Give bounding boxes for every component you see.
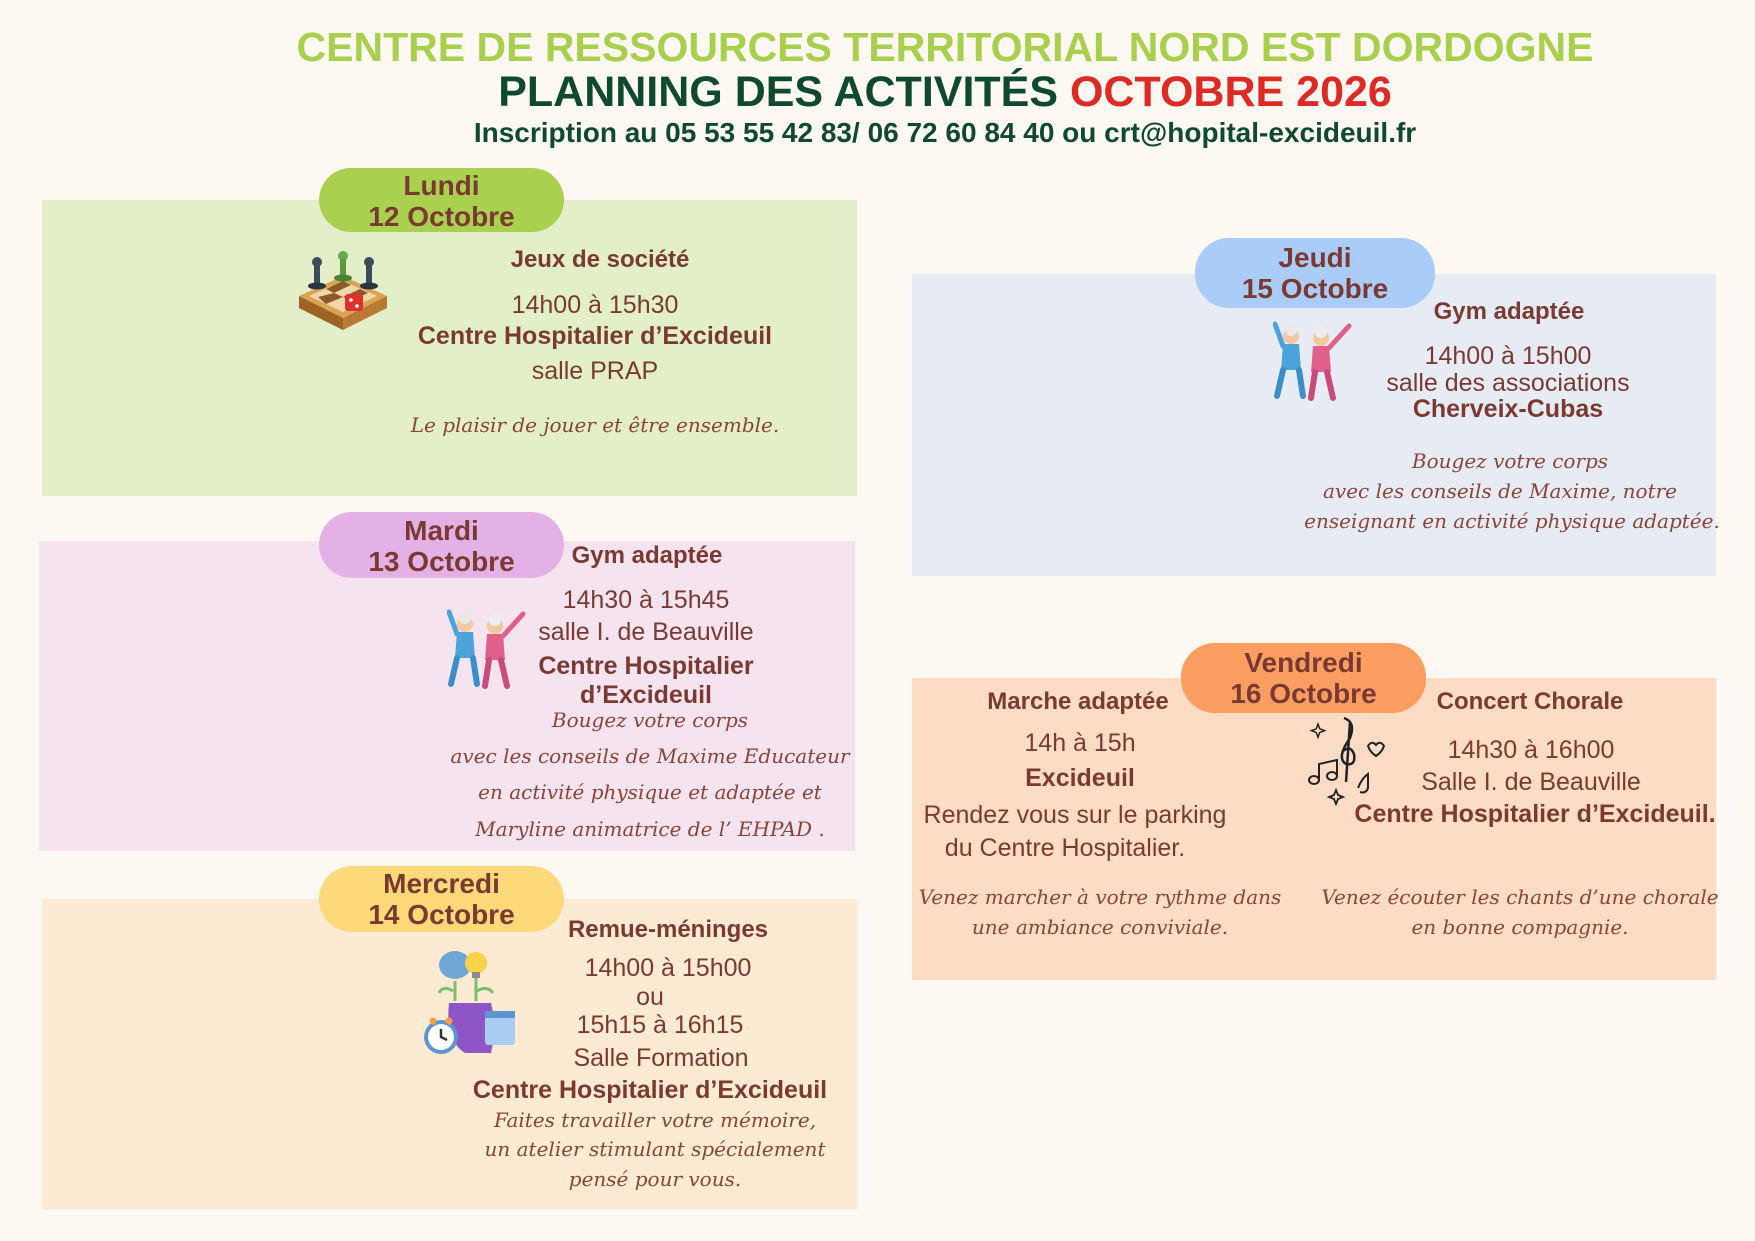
concert-time: 14h30 à 16h00 [1447, 736, 1615, 764]
activity-title: Gym adaptée [1433, 298, 1585, 325]
walk-note-line2: une ambiance conviviale. [971, 915, 1229, 939]
activity-title: Remue-méninges [567, 916, 769, 943]
day-date: 14 Octobre [368, 899, 515, 930]
concert-room: Salle I. de Beauville [1421, 768, 1641, 796]
concert-title: Concert Chorale [1436, 688, 1624, 715]
activity-note-line1: Bougez votre corps [1411, 449, 1609, 473]
activity-title: Jeux de société [510, 246, 690, 273]
walk-place: Excideuil [1025, 764, 1135, 792]
activity-time-2: 15h15 à 16h15 [576, 1011, 744, 1039]
activity-place-line2: d’Excideuil [580, 681, 712, 709]
day-date: 12 Octobre [368, 201, 515, 232]
activity-time: 14h00 à 15h30 [511, 291, 679, 319]
concert-place: Centre Hospitalier d’Excideuil. [1354, 800, 1716, 828]
concert-note-line1: Venez écouter les chants d’une chorale [1321, 885, 1719, 909]
activity-note-line2: avec les conseils de Maxime, notre [1322, 479, 1678, 503]
day-date: 13 Octobre [368, 546, 515, 577]
walk-title: Marche adaptée [987, 688, 1169, 715]
activity-note-line3: enseignant en activité physique adaptée. [1304, 509, 1720, 533]
activity-place: Centre Hospitalier d’Excideuil [472, 1076, 828, 1104]
activity-place: Cherveix-Cubas [1412, 395, 1604, 423]
day-name: Mercredi [383, 868, 500, 899]
org-title: CENTRE DE RESSOURCES TERRITORIAL NORD EST DORDOGNE [296, 24, 1594, 70]
music-notes-icon [1306, 712, 1386, 812]
activity-time-1: 14h00 à 15h00 [584, 954, 752, 982]
day-name: Lundi [403, 170, 480, 201]
activity-room: Salle Formation [573, 1044, 749, 1072]
planning-title [0, 68, 1755, 117]
activity-place-line1: Centre Hospitalier [538, 652, 754, 680]
activity-note-line2: un atelier stimulant spécialement [484, 1137, 826, 1161]
activity-note-line3: en activité physique et adaptée et [478, 780, 822, 804]
activity-place: Centre Hospitalier d’Excideuil [417, 322, 773, 350]
board-game-icon [293, 250, 393, 339]
walk-note-line1: Venez marcher à votre rythme dans [918, 885, 1282, 909]
activity-room: salle des associations [1386, 369, 1630, 397]
activity-note: Le plaisir de jouer et être ensemble. [410, 413, 780, 437]
activity-note-line4: Maryline animatrice de l’ EHPAD . [475, 817, 825, 841]
day-pill-lundi [319, 168, 564, 232]
activity-title: Gym adaptée [571, 542, 723, 569]
contact-line: Inscription au 05 53 55 42 83/ 06 72 60 84 40 ou crt@hopital-excideuil.fr [473, 117, 1417, 148]
activity-note-line3: pensé pour vous. [568, 1167, 742, 1191]
walk-info-line1: Rendez vous sur le parking [923, 801, 1227, 829]
day-date: 16 Octobre [1230, 678, 1377, 709]
concert-note-line2: en bonne compagnie. [1411, 915, 1629, 939]
walk-time: 14h à 15h [1024, 729, 1136, 757]
activity-note-line2: avec les conseils de Maxime Educateur [450, 744, 850, 768]
planning-prefix: PLANNING DES ACTIVITÉS [498, 68, 1059, 116]
planning-month: OCTOBRE 2026 [1069, 68, 1392, 116]
walk-info-line2: du Centre Hospitalier. [944, 834, 1186, 862]
activity-room: salle PRAP [531, 357, 659, 385]
day-pill-mardi [319, 512, 564, 578]
activity-note-line1: Bougez votre corps [551, 708, 749, 732]
seniors-exercise-icon [1273, 320, 1353, 407]
activity-room: salle I. de Beauville [538, 618, 754, 646]
day-name: Vendredi [1244, 647, 1363, 678]
activity-time: 14h00 à 15h00 [1424, 342, 1592, 370]
day-date: 15 Octobre [1241, 273, 1389, 304]
day-name: Mardi [404, 515, 479, 546]
day-name: Jeudi [1278, 242, 1352, 273]
activity-or: ou [636, 983, 664, 1011]
activity-note-line1: Faites travailler votre mémoire, [493, 1108, 817, 1132]
activity-time: 14h30 à 15h45 [562, 586, 730, 614]
